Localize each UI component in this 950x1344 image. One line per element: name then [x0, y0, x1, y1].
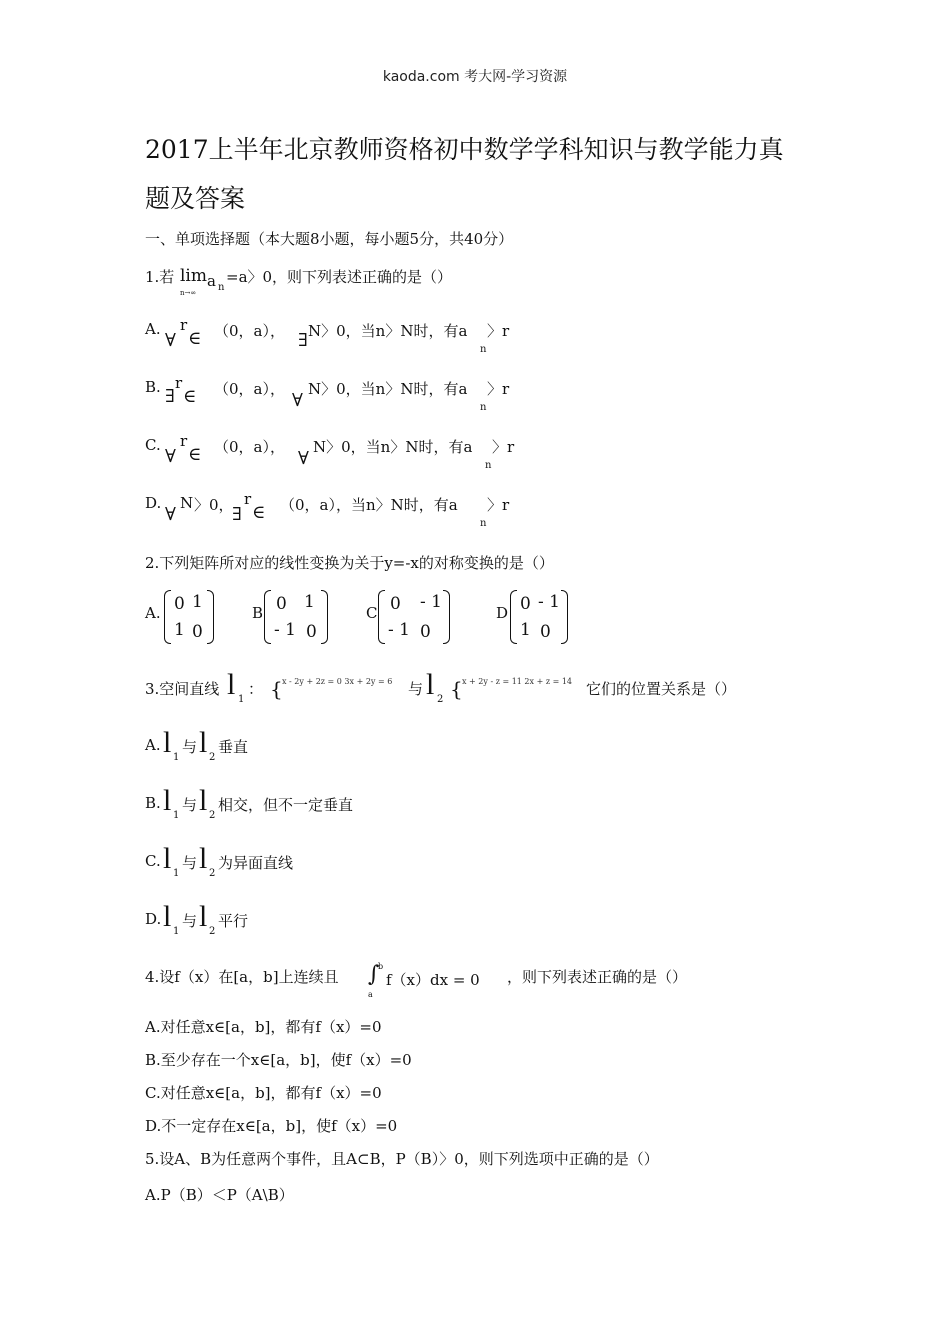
condition-text: N〉0，当n〉N时，有a	[308, 380, 468, 398]
integrand: f（x）dx = 0	[386, 971, 480, 989]
q4-suffix: ，则下列表述正确的是（）	[507, 968, 688, 986]
matrix-cell: 1	[520, 620, 531, 640]
line-l2-symbol: l	[199, 726, 208, 759]
subscript-n: n	[485, 460, 492, 471]
line-l1-symbol: l	[163, 784, 172, 817]
variable-r: r	[180, 432, 188, 450]
condition-text: N〉0，当n〉N时，有a	[313, 438, 473, 456]
matrix-cell: - 1	[274, 620, 296, 640]
option-label: C	[366, 604, 378, 622]
q5-text: 5.设A、B为任意两个事件，且A⊂B，P（B）〉0，则下列选项中正确的是（）	[145, 1150, 659, 1168]
exists-symbol: ∃	[232, 504, 242, 525]
line-l1-symbol: l	[163, 900, 172, 933]
q5-option-a: A.P（B）＜P（A\B）	[145, 1186, 294, 1204]
interval-text: （0，a），	[214, 322, 285, 340]
option-text: 平行	[218, 912, 249, 930]
option-label: B.	[145, 378, 161, 396]
variable-r: r	[175, 374, 183, 392]
q1-suffix: =a〉0，则下列表述正确的是（）	[226, 268, 453, 286]
option-text: 为异面直线	[218, 854, 294, 872]
line-l2-symbol: l	[199, 784, 208, 817]
subscript-2: 2	[437, 694, 444, 705]
matrix-a	[164, 590, 214, 644]
equation-system-2: x + 2y - z = 11 2x + z = 14	[462, 677, 572, 686]
subscript-2: 2	[209, 868, 216, 879]
matrix-cell: 0	[306, 622, 317, 642]
q1-a-sub: n	[218, 282, 225, 293]
subscript-1: 1	[173, 810, 180, 821]
integral-upper: b	[378, 962, 384, 971]
matrix-cell: 1	[304, 592, 315, 612]
subscript-2: 2	[209, 752, 216, 763]
q3-suffix: 它们的位置关系是（）	[586, 680, 737, 698]
equation-system-1: x - 2y + 2z = 0 3x + 2y = 6	[282, 677, 393, 686]
matrix-cell: - 1	[388, 620, 410, 640]
subscript-n: n	[480, 402, 487, 413]
matrix-cell: 1	[174, 620, 185, 640]
matrix-cell: 0	[192, 622, 203, 642]
q1-prefix: 1.若	[145, 268, 175, 286]
q4-prefix: 4.设f（x）在[a，b]上连续且	[145, 968, 339, 986]
option-text: 垂直	[218, 738, 249, 756]
interval-text: （0，a），	[214, 380, 285, 398]
option-label: C.	[145, 436, 161, 454]
subscript-1: 1	[173, 752, 180, 763]
q1-lim-sub: n→∞	[180, 289, 197, 297]
matrix-cell: 0	[540, 622, 551, 642]
with-text: 与	[182, 738, 198, 756]
matrix-cell: - 1	[420, 592, 442, 612]
interval-text: （0，a），	[214, 438, 285, 456]
matrix-cell: 0	[420, 622, 431, 642]
q1-lim: lim	[180, 266, 207, 286]
forall-symbol: ∀	[165, 330, 176, 351]
document-title-line1: 2017上半年北京教师资格初中数学学科知识与教学能力真	[145, 135, 784, 164]
subscript-n: n	[480, 344, 487, 355]
with-text: 与	[182, 796, 198, 814]
option-label: D.	[145, 910, 162, 928]
option-label: A.	[145, 736, 161, 754]
page-header: kaoda.com 考大网-学习资源	[382, 69, 568, 85]
option-label: D.	[145, 494, 162, 512]
option-label: D	[496, 604, 509, 622]
integral-lower: a	[368, 990, 373, 999]
subscript-1: 1	[173, 926, 180, 937]
with-text: 与	[182, 912, 198, 930]
matrix-cell: 0	[390, 594, 401, 614]
exists-symbol: ∃	[298, 330, 308, 351]
greater-than-r: 〉r	[487, 380, 510, 398]
matrix-c	[378, 590, 450, 644]
line-l2-symbol: l	[199, 900, 208, 933]
greater-than-r: 〉r	[487, 496, 510, 514]
interval-text: （0，a），当n〉N时，有a	[280, 496, 458, 514]
q3-prefix: 3.空间直线	[145, 680, 220, 698]
line-l1-symbol: l	[163, 726, 172, 759]
greater-than-r: 〉r	[487, 322, 510, 340]
q1-a: a	[207, 272, 216, 290]
option-label: B.	[145, 794, 161, 812]
condition-text: 〉0，	[194, 496, 234, 514]
subscript-n: n	[480, 518, 487, 529]
forall-symbol: ∀	[292, 390, 303, 411]
integral-symbol: ∫	[368, 962, 380, 987]
brace-2: {	[450, 677, 463, 701]
subscript-1: 1	[173, 868, 180, 879]
condition-text: N〉0，当n〉N时，有a	[308, 322, 468, 340]
forall-symbol: ∀	[165, 446, 176, 467]
q4-option-a: A.对任意x∈[a，b]，都有f（x）=0	[145, 1018, 382, 1036]
q4-option-b: B.至少存在一个x∈[a，b]，使f（x）=0	[145, 1051, 412, 1069]
element-symbol: ∈	[188, 328, 202, 349]
variable-N: N	[180, 494, 194, 512]
element-symbol: ∈	[183, 386, 197, 407]
element-symbol: ∈	[252, 502, 266, 523]
line-l1-symbol: l	[163, 842, 172, 875]
subscript-1: 1	[238, 694, 245, 705]
matrix-cell: - 1	[538, 592, 560, 612]
element-symbol: ∈	[188, 444, 202, 465]
matrix-b	[264, 590, 328, 644]
subscript-2: 2	[209, 926, 216, 937]
matrix-cell: 0	[520, 594, 531, 614]
option-label: A.	[145, 604, 161, 622]
forall-symbol: ∀	[298, 448, 309, 469]
line-l2-symbol: l	[199, 842, 208, 875]
option-label: B	[252, 604, 264, 622]
matrix-cell: 1	[192, 592, 203, 612]
document-title-line2: 题及答案	[145, 184, 246, 213]
variable-r: r	[180, 316, 188, 334]
exists-symbol: ∃	[165, 386, 175, 407]
variable-r: r	[244, 490, 252, 508]
subscript-2: 2	[209, 810, 216, 821]
greater-than-r: 〉r	[492, 438, 515, 456]
section-heading: 一、单项选择题（本大题8小题，每小题5分，共40分）	[145, 230, 514, 248]
option-text: 相交，但不一定垂直	[218, 796, 354, 814]
forall-symbol: ∀	[165, 504, 176, 525]
q2-text: 2.下列矩阵所对应的线性变换为关于y=-x的对称变换的是（）	[145, 554, 554, 572]
with-text: 与	[182, 854, 198, 872]
q3-with: 与	[408, 680, 424, 698]
q4-option-c: C.对任意x∈[a，b]，都有f（x）=0	[145, 1084, 382, 1102]
matrix-cell: 0	[276, 594, 287, 614]
q3-colon: ：	[248, 680, 264, 698]
matrix-cell: 0	[174, 594, 185, 614]
option-label: C.	[145, 852, 161, 870]
line-l2-symbol: l	[426, 668, 435, 701]
matrix-d	[510, 590, 568, 644]
q4-option-d: D.不一定存在x∈[a，b]，使f（x）=0	[145, 1117, 398, 1135]
line-l1-symbol: l	[227, 668, 236, 701]
brace-1: {	[270, 677, 283, 701]
option-label: A.	[145, 320, 161, 338]
